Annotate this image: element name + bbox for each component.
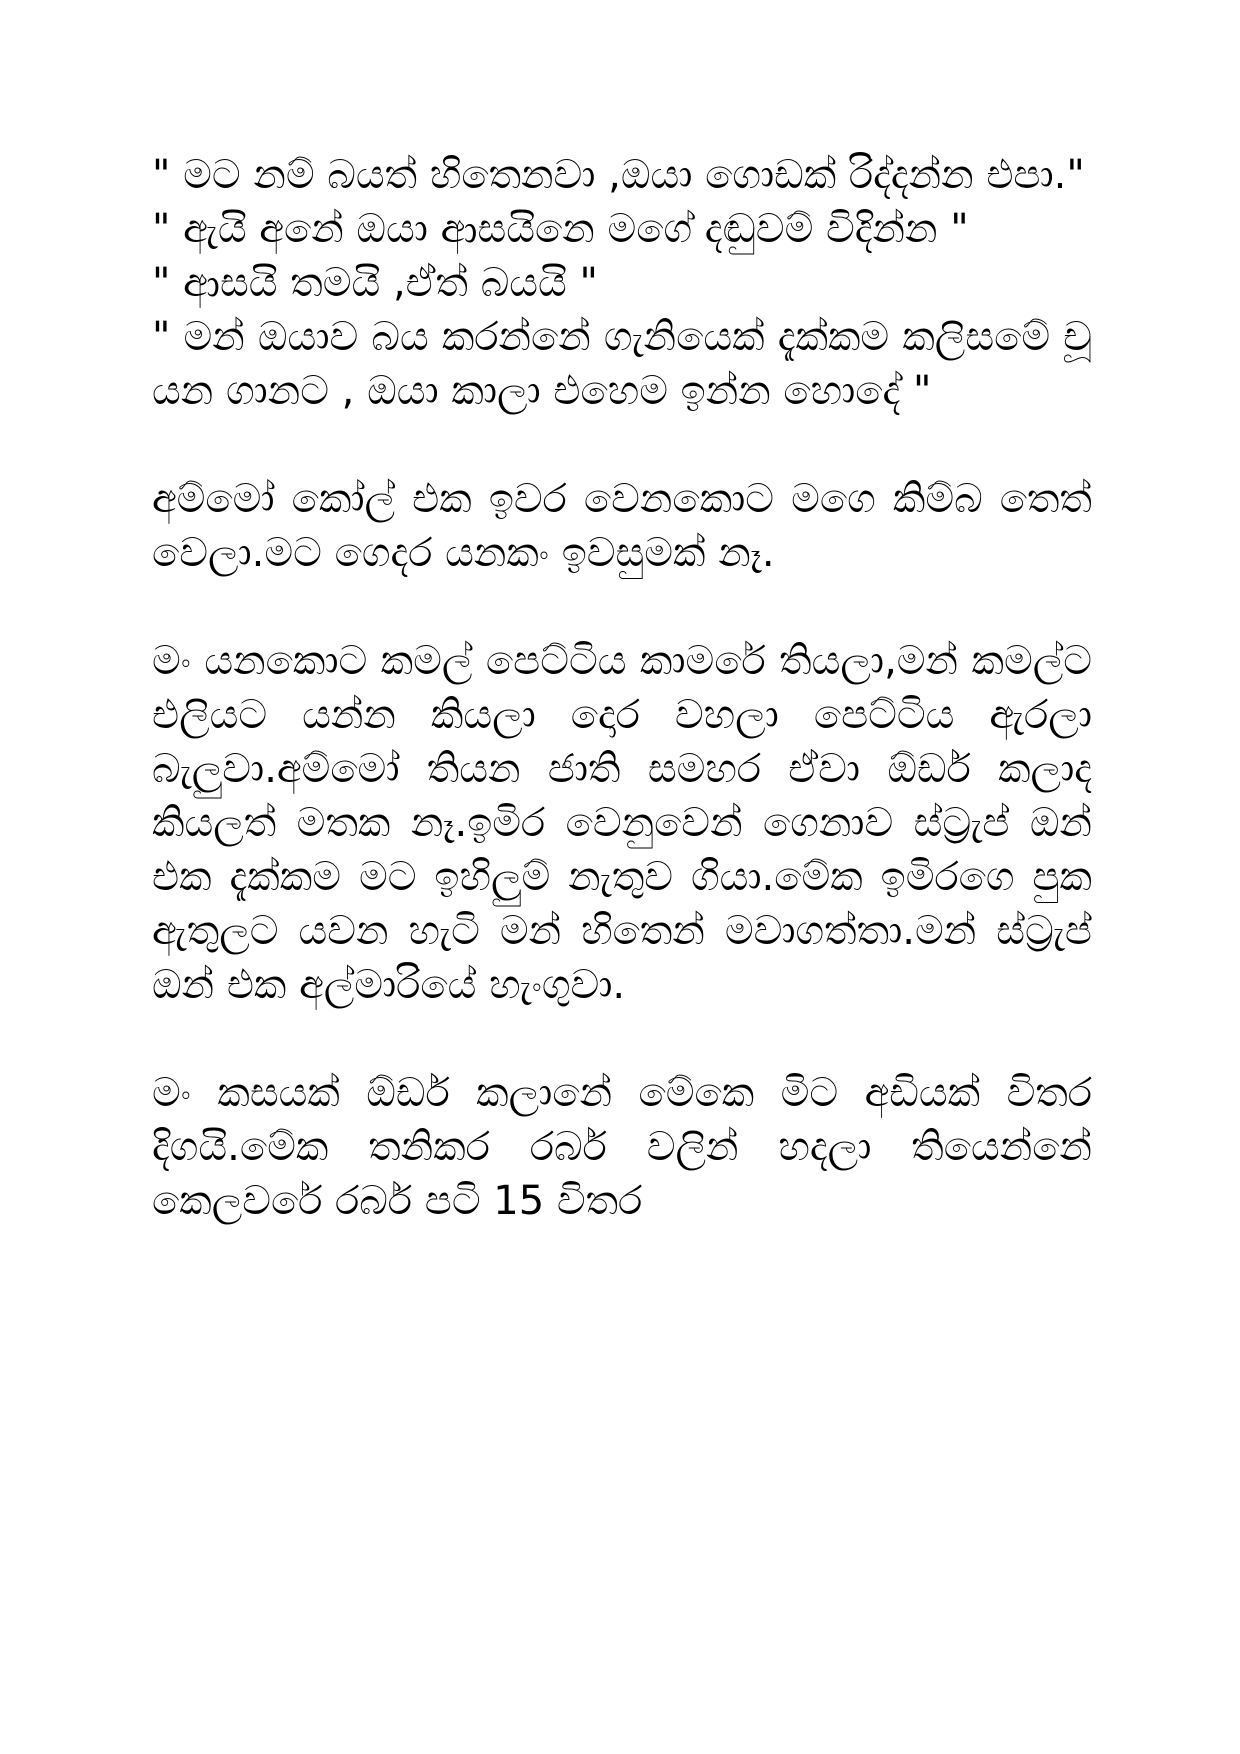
dialogue-line: " ඇයි අනේ ඔයා ආසයිනෙ මගේ දඬුවම් විදින්න " bbox=[152, 206, 969, 252]
paragraph: මං කසයක් ඕඩර් කලානේ මේකෙ මිට අඩියක් විතර දිගයි.මේක තනිකර රබර් වලින් හදලා තියෙන්නේ කෙලවරේ රබර් පටි 15 විතර bbox=[152, 1070, 1092, 1224]
body-text bbox=[152, 148, 1092, 1228]
paragraph: අම්මෝ කෝල් එක ඉවර වෙනකොට මගෙ කිම්බ තෙත් වෙලා.මට ගෙදර යනකං ඉවසුමක් නෑ. bbox=[152, 476, 1092, 576]
dialogue-block bbox=[152, 148, 1092, 418]
dialogue-line: " මට නම් බයත් හිතෙනවා ,ඔයා ගොඩක් රිද්දන්න එපා." bbox=[152, 152, 1085, 198]
paragraph-2-block bbox=[152, 634, 1092, 1012]
dialogue-line: " ආසයි තමයි ,ඒත් බයයි " bbox=[152, 260, 598, 306]
dialogue-line: " මන් ඔයාව බය කරන්නේ ගැනියෙක් දැක්කම කලිසමේ චූ යන ගානට , ඔයා කාලා එහෙම ඉන්න හොදේ " bbox=[152, 314, 1092, 414]
paragraph-1-block bbox=[152, 472, 1092, 580]
paragraph: මං යනකොට කමල් පෙට්ටිය කාමරේ තියලා,මන් කමල්ට එලියට යන්න කියලා දොර වහලා පෙට්ටිය ඇරලා බැලුවා.අම්මෝ තියන ජාති සමහර ඒවා ඕඩර් කලාද කියලත් මතක නෑ.ඉමිර වෙනුවෙන් ගෙනාව ස්ට්‍රැප් ඔන් එක දැක්කම මට ඉහිලුම් නැතුව ගියා.මේක ඉමිරගෙ පුක ඇතුලට යවන හැටි මන් හිතෙන් මවාගත්තා.මන් ස්ට්‍රැප් ඔන් එක අල්මාරියේ හැංගුවා. bbox=[152, 638, 1092, 1008]
paragraph-3-block bbox=[152, 1066, 1092, 1228]
